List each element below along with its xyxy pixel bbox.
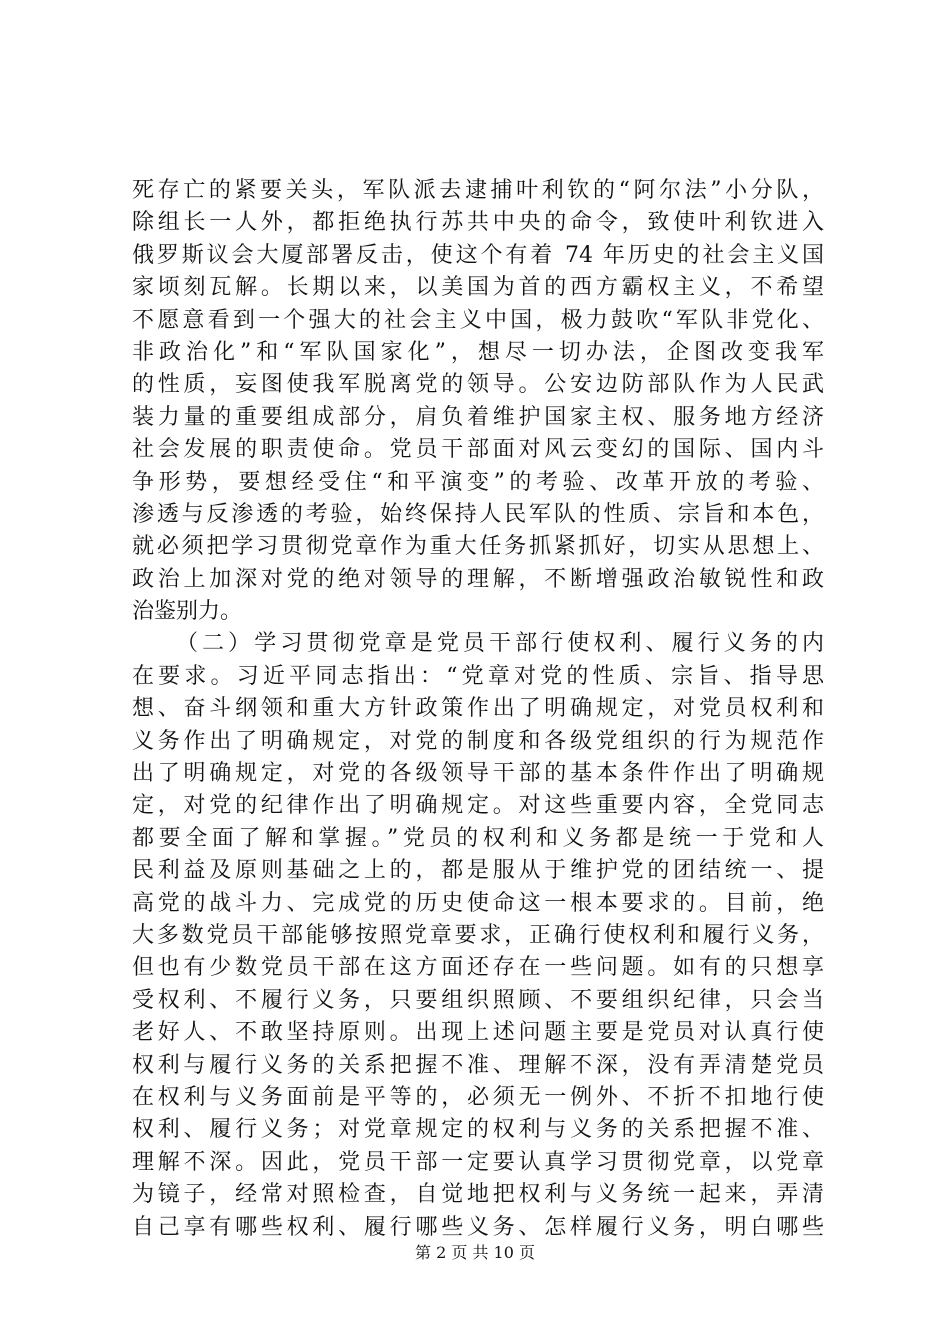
text-line: 高党的战斗力、完成党的历史使命这一根本要求的。目前，绝 <box>132 890 824 916</box>
text-line: 的性质，妄图使我军脱离党的领导。公安边防部队作为人民武 <box>132 372 824 398</box>
text-line: 理解不深。因此，党员干部一定要认真学习贯彻党章，以党章 <box>132 1149 824 1175</box>
text-line: 非政治化”和“军队国家化”，想尽一切办法，企图改变我军 <box>132 339 824 365</box>
text-line: 家顷刻瓦解。长期以来，以美国为首的西方霸权主义，不希望 <box>132 275 824 301</box>
text-line: 出了明确规定，对党的各级领导干部的基本条件作出了明确规 <box>132 761 824 787</box>
text-line: 权利、履行义务；对党章规定的权利与义务的关系把握不准、 <box>132 1117 824 1143</box>
text-line: 俄罗斯议会大厦部署反击，使这个有着 74 年历史的社会主义国 <box>132 242 824 268</box>
text-line: 大多数党员干部能够按照党章要求，正确行使权利和履行义务， <box>132 922 824 948</box>
text-line: 在要求。习近平同志指出：“党章对党的性质、宗旨、指导思 <box>132 663 824 689</box>
text-line: 义务作出了明确规定，对党的制度和各级党组织的行为规范作 <box>132 728 824 754</box>
paragraph-end-line: 治鉴别力。 <box>132 599 243 625</box>
text-line: 装力量的重要组成部分，肩负着维护国家主权、服务地方经济 <box>132 404 824 430</box>
text-line: 都要全面了解和掌握。”党员的权利和义务都是统一于党和人 <box>132 825 824 851</box>
text-line: 但也有少数党员干部在这方面还存在一些问题。如有的只想享 <box>132 955 824 981</box>
body-text <box>132 175 824 1244</box>
text-line: 渗透与反渗透的考验，始终保持人民军队的性质、宗旨和本色， <box>132 501 824 527</box>
text-line: 政治上加深对党的绝对领导的理解，不断增强政治敏锐性和政 <box>132 566 824 592</box>
text-line: 为镜子，经常对照检查，自觉地把权利与义务统一起来，弄清 <box>132 1182 824 1208</box>
text-line: 社会发展的职责使命。党员干部面对风云变幻的国际、国内斗 <box>132 437 824 463</box>
text-line: 不愿意看到一个强大的社会主义中国，极力鼓吹“军队非党化、 <box>132 307 824 333</box>
section-heading-line: （二）学习贯彻党章是党员干部行使权利、履行义务的内 <box>176 631 824 657</box>
text-line: 民利益及原则基础之上的，都是服从于维护党的团结统一、提 <box>132 858 824 884</box>
text-line: 在权利与义务面前是平等的，必须无一例外、不折不扣地行使 <box>132 1084 824 1110</box>
text-line: 争形势，要想经受住“和平演变”的考验、改革开放的考验、 <box>132 469 824 495</box>
page-number-footer: 第 2 页 共 10 页 <box>415 1243 535 1262</box>
text-line: 权利与履行义务的关系把握不准、理解不深，没有弄清楚党员 <box>132 1052 824 1078</box>
text-line: 自己享有哪些权利、履行哪些义务、怎样履行义务，明白哪些 <box>132 1214 824 1240</box>
text-line: 老好人、不敢坚持原则。出现上述问题主要是党员对认真行使 <box>132 1020 824 1046</box>
text-line: 死存亡的紧要关头，军队派去逮捕叶利钦的“阿尔法”小分队， <box>132 178 824 203</box>
text-line: 想、奋斗纲领和重大方针政策作出了明确规定，对党员权利和 <box>132 696 824 722</box>
text-line: 除组长一人外，都拒绝执行苏共中央的命令，致使叶利钦进入 <box>132 210 824 236</box>
text-line: 就必须把学习贯彻党章作为重大任务抓紧抓好，切实从思想上、 <box>132 534 824 560</box>
text-line: 受权利、不履行义务，只要组织照顾、不要组织纪律，只会当 <box>132 987 824 1013</box>
text-line: 定，对党的纪律作出了明确规定。对这些重要内容，全党同志 <box>132 793 824 819</box>
